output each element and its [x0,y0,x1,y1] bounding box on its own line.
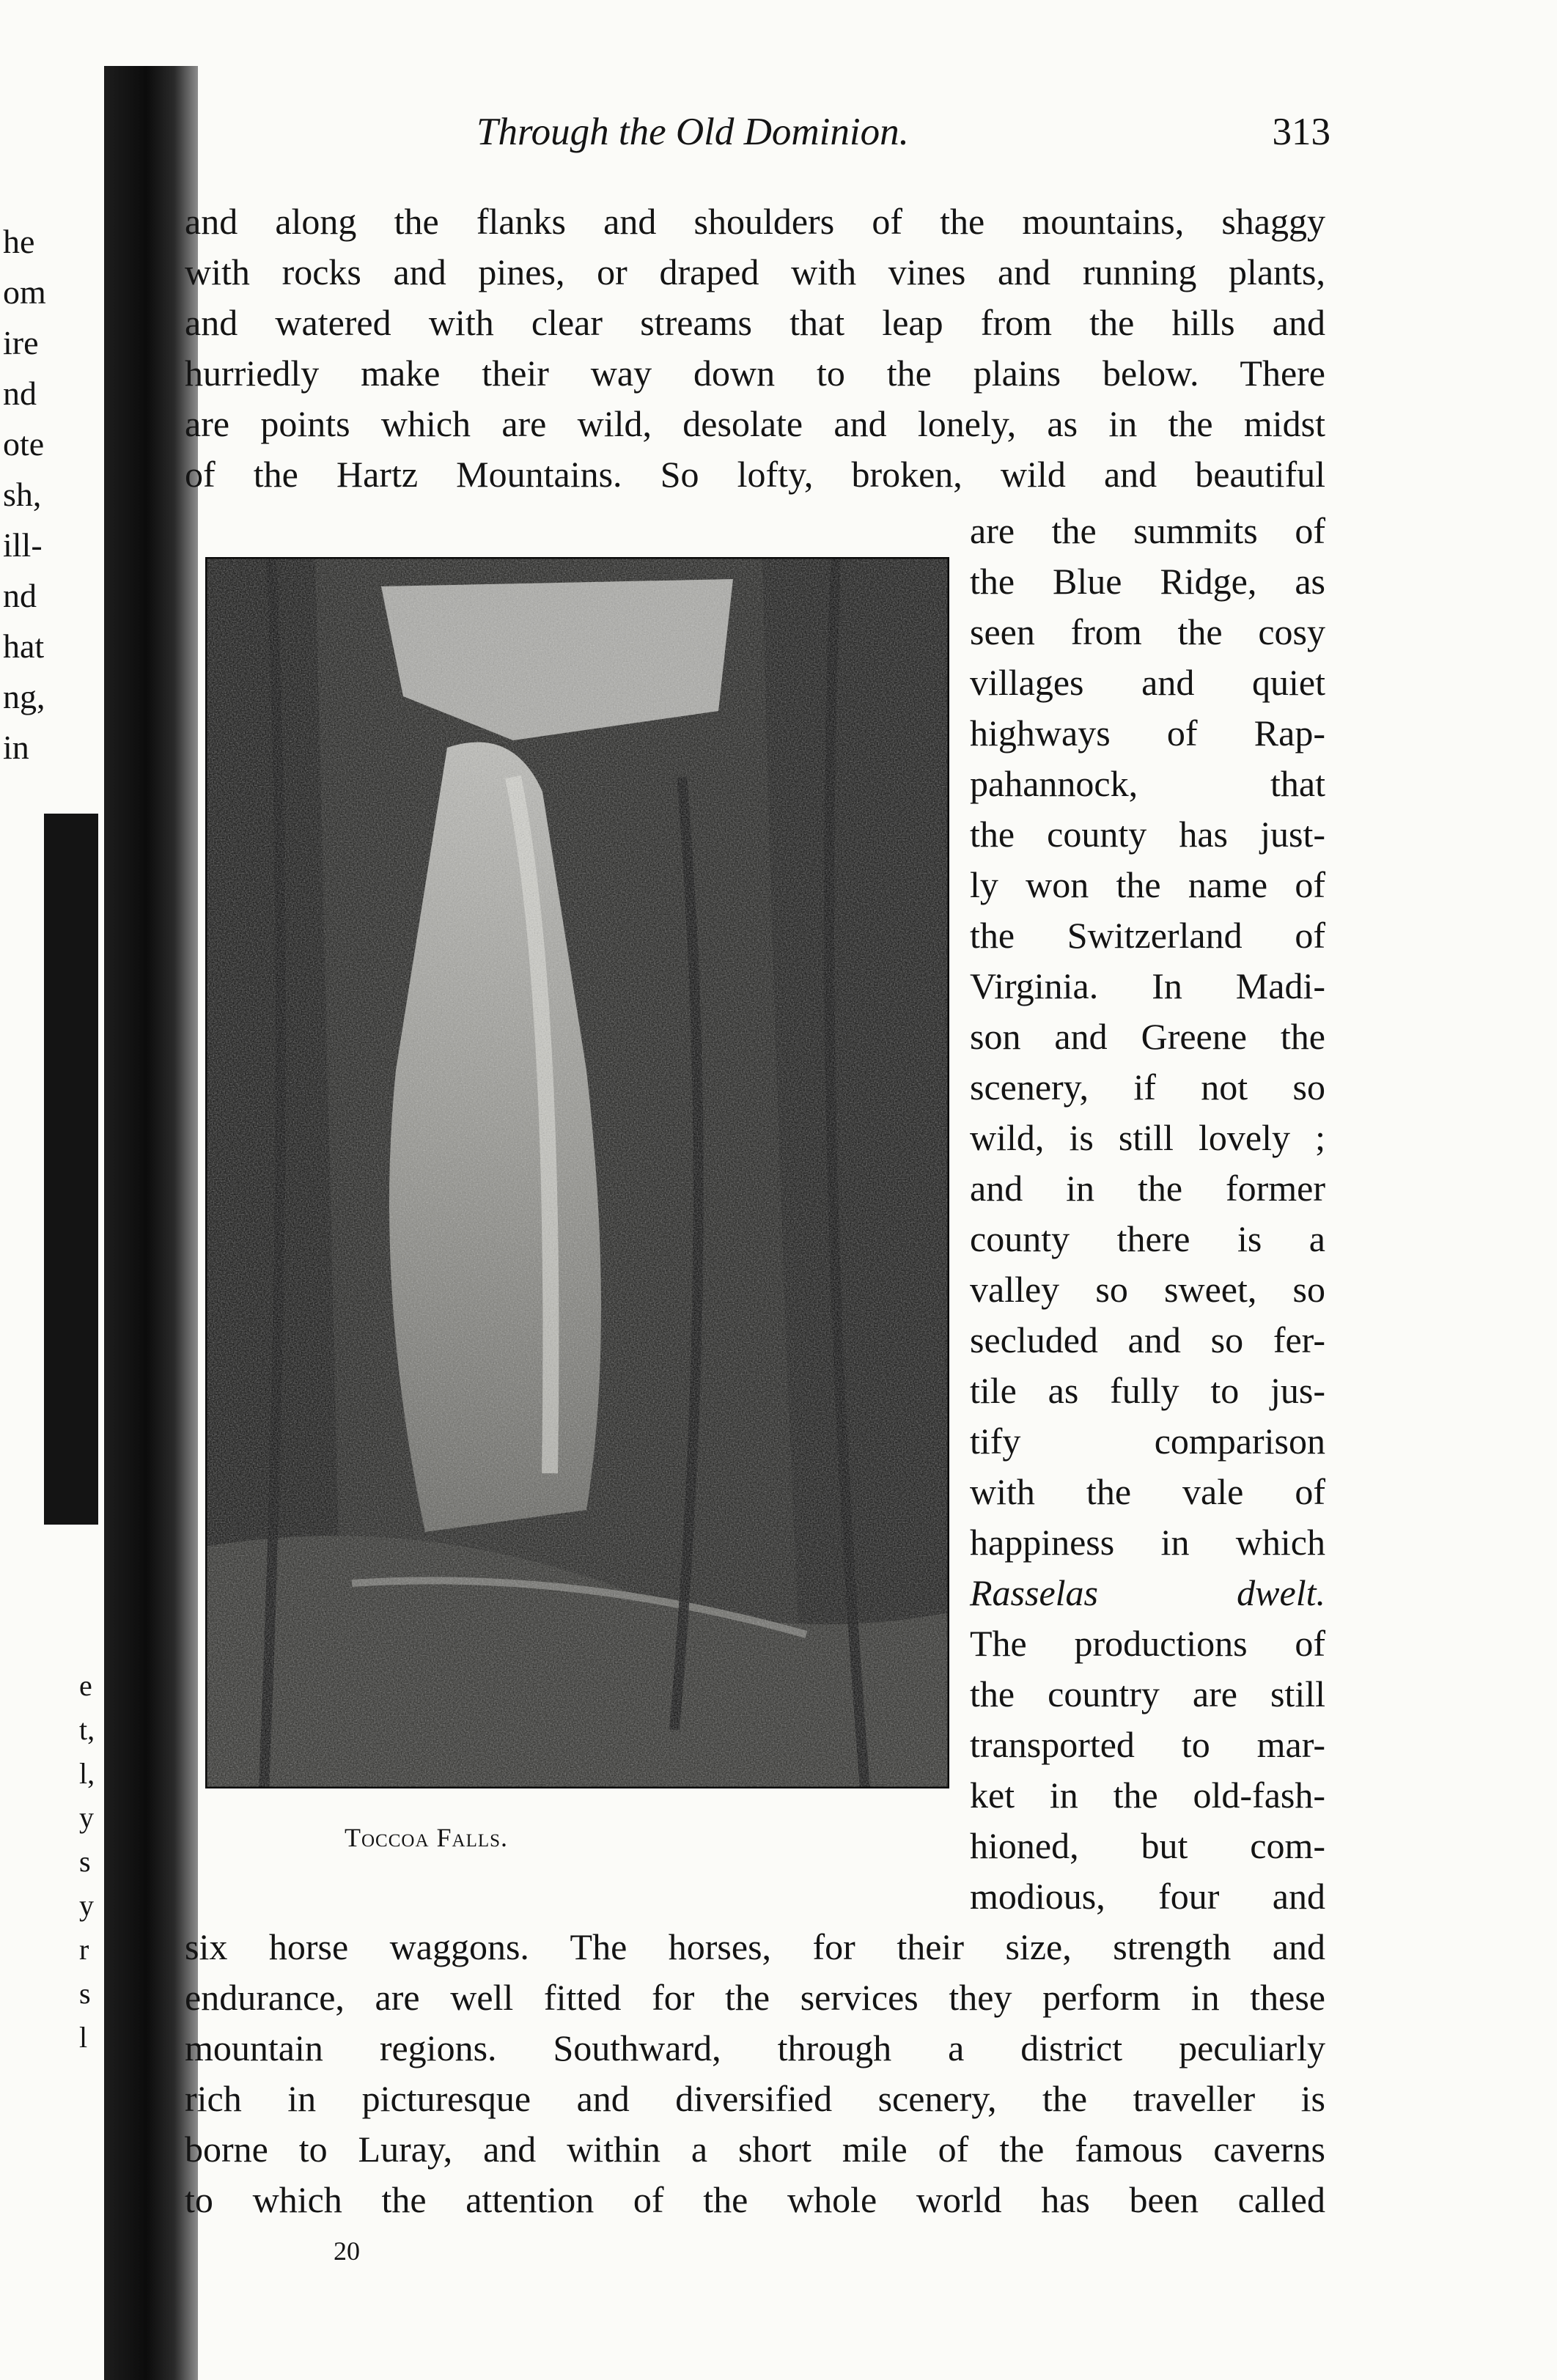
text-line: endurance, are well fitted for the services they perform in these [185,1977,1325,2018]
text-line: with rocks and pines, or draped with vines and running plants, [185,251,1325,292]
text-line: ly won the name of [970,864,1325,905]
text-line: wild, is still lovely ; [970,1117,1325,1158]
text-line: highways of Rap- [970,712,1325,754]
text-line: seen from the cosy [970,611,1325,652]
previous-page-margin: he om ire nd ote sh, ill- nd hat ng, in [3,223,46,766]
text-line: tify comparison [970,1421,1325,1462]
text-line: Virginia. In Madi- [970,965,1325,1006]
text-line: the Switzerland of [970,915,1325,956]
running-title: Through the Old Dominion. [476,111,909,153]
previous-page-margin-lower: e t, l, y s y r s l [79,1669,95,2054]
body-text-bottom [185,1922,1325,2225]
text-line: transported to mar- [970,1724,1325,1765]
text-line: villages and quiet [970,662,1325,703]
text-line: ket in the old-fash- [970,1775,1325,1816]
text-line: valley so sweet, so [970,1269,1325,1310]
text-line: son and Greene the [970,1016,1325,1057]
text-line: six horse waggons. The horses, for their size, strength and [185,1926,1325,1967]
scan-shadow [104,66,198,2380]
text-line: The productions of [970,1623,1325,1664]
text-line: and along the flanks and shoulders of the mountains, shaggy [185,201,1325,242]
text-line: pahannock, that [970,763,1325,804]
text-line: borne to Luray, and within a short mile of the famous caverns [185,2129,1325,2170]
text-line: tile as fully to jus- [970,1370,1325,1411]
text-line: are points which are wild, desolate and lonely, as in the midst [185,403,1325,444]
text-line: the Blue Ridge, as [970,561,1325,602]
body-text-top [185,196,1325,500]
text-line: are the summits of [970,510,1325,551]
scan-shadow-bar [44,814,98,1525]
text-line: of the Hartz Mountains. So lofty, broken, wild and beautiful [185,454,1325,495]
text-line: hurriedly make their way down to the plains below. There [185,353,1325,394]
text-line: with the vale of [970,1471,1325,1512]
signature-mark: 20 [334,2236,360,2266]
text-line: secluded and so fer- [970,1319,1325,1360]
text-line: rich in picturesque and diversified scenery, the traveller is [185,2078,1325,2119]
text-line: the county has just- [970,814,1325,855]
text-line: scenery, if not so [970,1066,1325,1108]
text-line: modious, four and [970,1876,1325,1917]
text-line: happiness in which [970,1522,1325,1563]
text-line: the country are still [970,1673,1325,1714]
text-line: hioned, but com- [970,1825,1325,1866]
text-line: and in the former [970,1168,1325,1209]
text-line: county there is a [970,1218,1325,1259]
text-line: to which the attention of the whole world has been called [185,2179,1325,2220]
text-line: mountain regions. Southward, through a district peculiarly [185,2027,1325,2068]
body-text-side-column [970,506,1325,1922]
text-line: Rasselas dwelt. [970,1572,1325,1613]
figure-caption: Toccoa Falls. [345,1823,509,1852]
toccoa-falls-engraving [205,557,949,1788]
page-number: 313 [1272,111,1330,153]
text-line: and watered with clear streams that leap from the hills and [185,302,1325,343]
page-header [198,110,1330,161]
